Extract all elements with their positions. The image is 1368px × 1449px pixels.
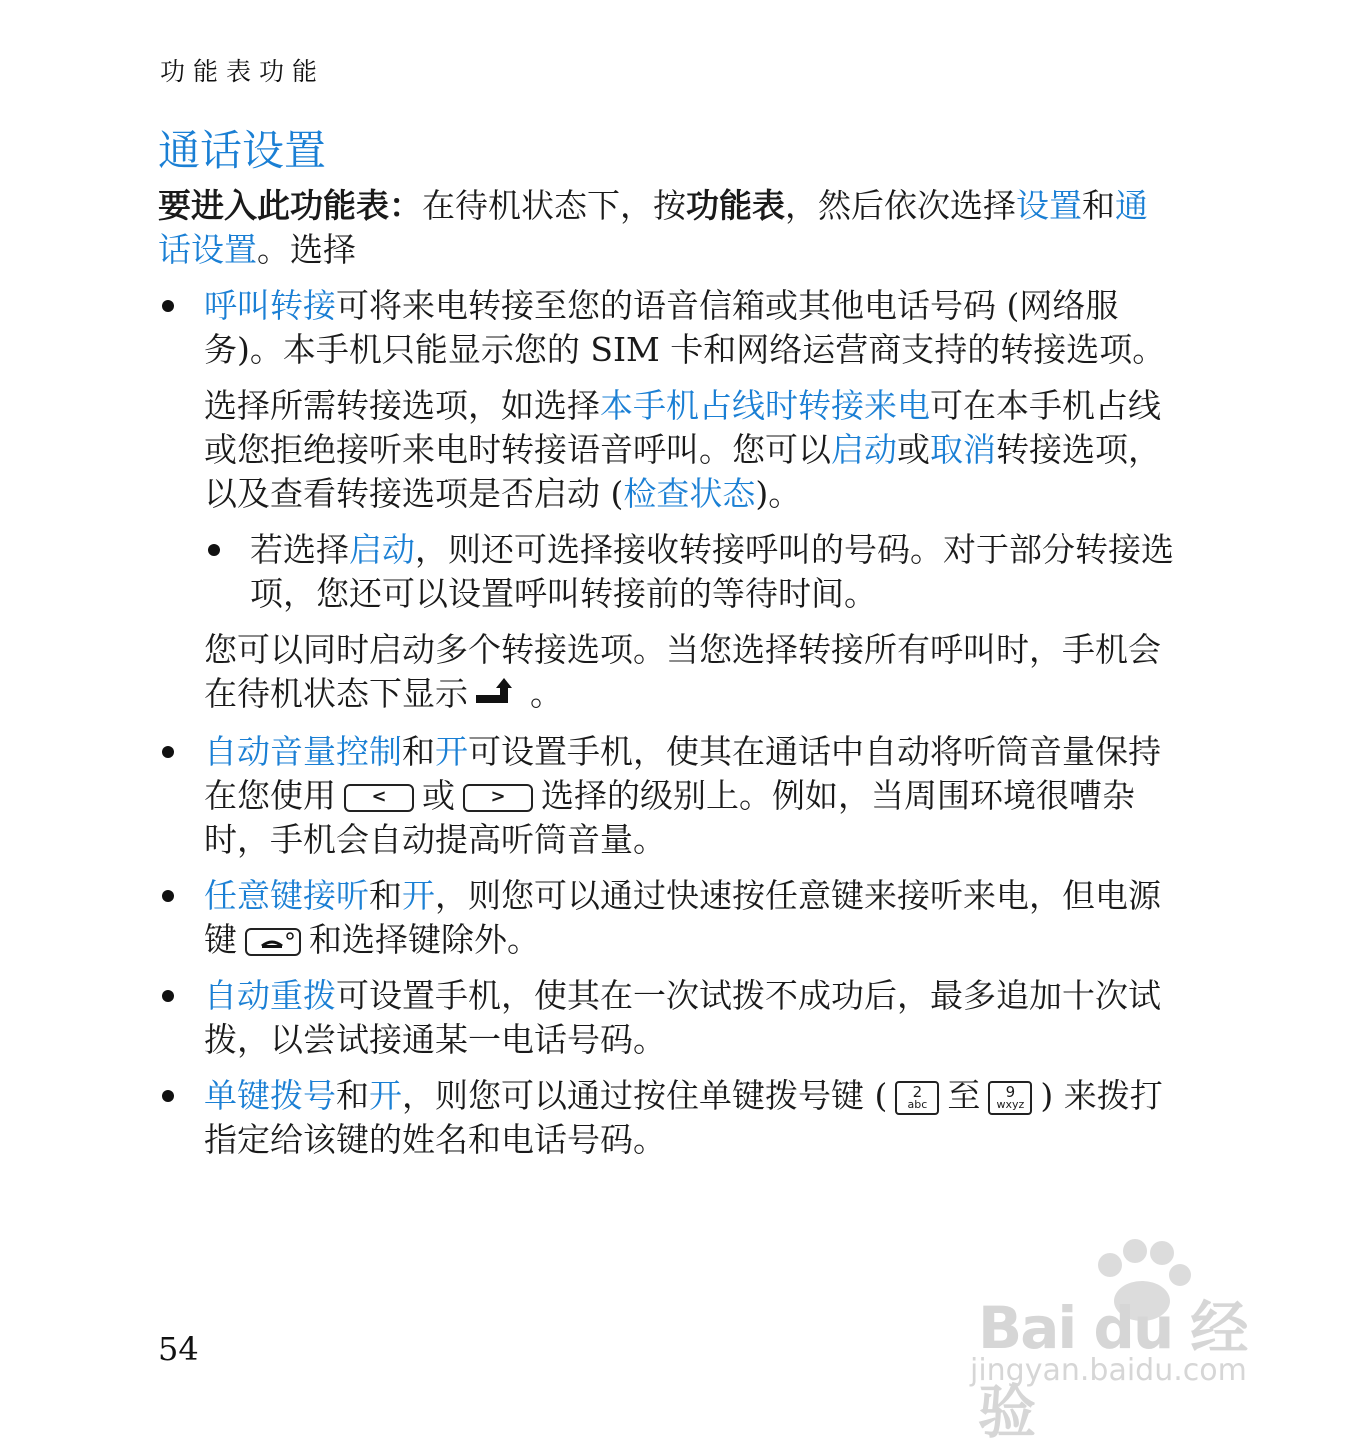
page-number: 54 [158,1330,199,1368]
option-link-speed-dial[interactable]: 单键拨号 [204,1076,336,1115]
key-2-number: 2 [912,1083,923,1101]
section-title: 通话设置 [158,126,327,175]
auto-volume-text-b: 选择的级别上。例如，当周围环境很嘈杂时，手机会自动提高听筒音量。 [204,776,1135,859]
speed-dial-text-a: ，则您可以通过按住单键拨号键 ( [402,1076,888,1115]
list-item-speed-dial [158,1074,1178,1162]
scroll-left-key-icon: < [344,784,414,812]
key-2-icon [895,1081,939,1115]
auto-volume-and: 和 [402,732,435,771]
call-divert-sublist [204,528,1178,616]
anykey-text-a: ，则您可以通过快速按任意键来接听来电，但电源键 [204,876,1161,959]
option-link-on-anykey[interactable]: 开 [402,876,435,915]
option-link-check-status[interactable]: 检查状态 [623,474,756,513]
list-item-anykey-answer [158,874,1178,962]
option-link-activate[interactable]: 启动 [831,430,897,469]
key-9-icon [988,1081,1032,1115]
intro-text-c: 和 [1082,186,1115,225]
anykey-and: 和 [369,876,402,915]
option-link-anykey-answer[interactable]: 任意键接听 [204,876,369,915]
sub-text-b: ，则还可选择接收转接呼叫的号码。对于部分转接选项，您还可以设置呼叫转接前的等待时间。 [250,530,1174,613]
intro-text-a: 在待机状态下，按 [422,186,686,225]
list-item-call-divert [158,284,1178,718]
p2-text-e: )。 [755,474,802,513]
p2-text-b: 可在本手机占线或您拒绝接听来电时转接语音呼叫。您可以 [204,386,1161,469]
call-divert-para-3 [204,628,1178,718]
p3-text-b: 。 [530,674,563,713]
intro-menu-key: 功能表 [686,186,785,225]
p2-text-a: 选择所需转接选项，如选择 [204,386,600,425]
call-divert-desc [204,284,1178,372]
watermark [970,1235,1290,1446]
key-9-number: 9 [1005,1083,1016,1101]
intro-lead: 要进入此功能表： [158,186,422,225]
scroll-right-key-icon: > [463,784,533,812]
auto-volume-text-a: 可设置手机，使其在通话中自动将听筒音量保持在您使用 [204,732,1161,815]
intro-paragraph [158,184,1178,272]
option-link-on-speed-dial[interactable]: 开 [369,1076,402,1115]
key-9-letters: wxyz [996,1098,1025,1111]
intro-text-b: ，然后依次选择 [785,186,1016,225]
power-end-key-icon [245,928,301,956]
speed-dial-text-b: ) 来拨打指定给该键的姓名和电话号码。 [204,1076,1163,1159]
options-list [158,284,1178,1162]
option-link-cancel[interactable]: 取消 [930,430,996,469]
watermark-url: jingyan.baidu.com [970,1353,1247,1388]
menu-link-call-settings[interactable]: 通话设置 [158,186,1148,269]
key-2-letters: abc [907,1098,928,1111]
option-link-auto-redial[interactable]: 自动重拨 [204,976,336,1015]
call-divert-indicator-icon [474,674,524,718]
option-link-auto-volume[interactable]: 自动音量控制 [204,732,402,771]
section-content [158,184,1178,1162]
speed-dial-to: 至 [947,1076,981,1115]
call-divert-para-2 [204,384,1178,516]
list-item-auto-volume [158,730,1178,862]
watermark-brand: Bai du 经验 [978,1294,1247,1446]
option-link-call-divert[interactable]: 呼叫转接 [204,286,336,325]
running-header: 功能表功能 [160,57,326,86]
p2-text-d: 转接选项，以及查看转接选项是否启动 ( [204,430,1161,513]
menu-link-settings[interactable]: 设置 [1016,186,1082,225]
speed-dial-and: 和 [336,1076,369,1115]
auto-volume-or: 或 [422,776,455,815]
p2-text-c: 或 [897,430,930,469]
option-link-divert-if-busy[interactable]: 本手机占线时转接来电 [600,386,930,425]
auto-redial-text: 可设置手机，使其在一次试拨不成功后，最多追加十次试拨，以尝试接通某一电话号码。 [204,976,1161,1059]
sub-list-item [204,528,1178,616]
list-item-auto-redial [158,974,1178,1062]
intro-text-d: 。选择 [257,230,356,269]
option-link-activate-sub[interactable]: 启动 [349,530,415,569]
p3-text-a: 您可以同时启动多个转接选项。当您选择转接所有呼叫时，手机会在待机状态下显示 [204,630,1161,713]
call-divert-text: 可将来电转接至您的语音信箱或其他电话号码 (网络服务)。本手机只能显示您的 SIM 卡和网络运营商支持的转接选项。 [204,286,1166,369]
anykey-text-b: 和选择键除外。 [309,920,540,959]
option-link-on[interactable]: 开 [435,732,468,771]
sub-text-a: 若选择 [250,530,349,569]
